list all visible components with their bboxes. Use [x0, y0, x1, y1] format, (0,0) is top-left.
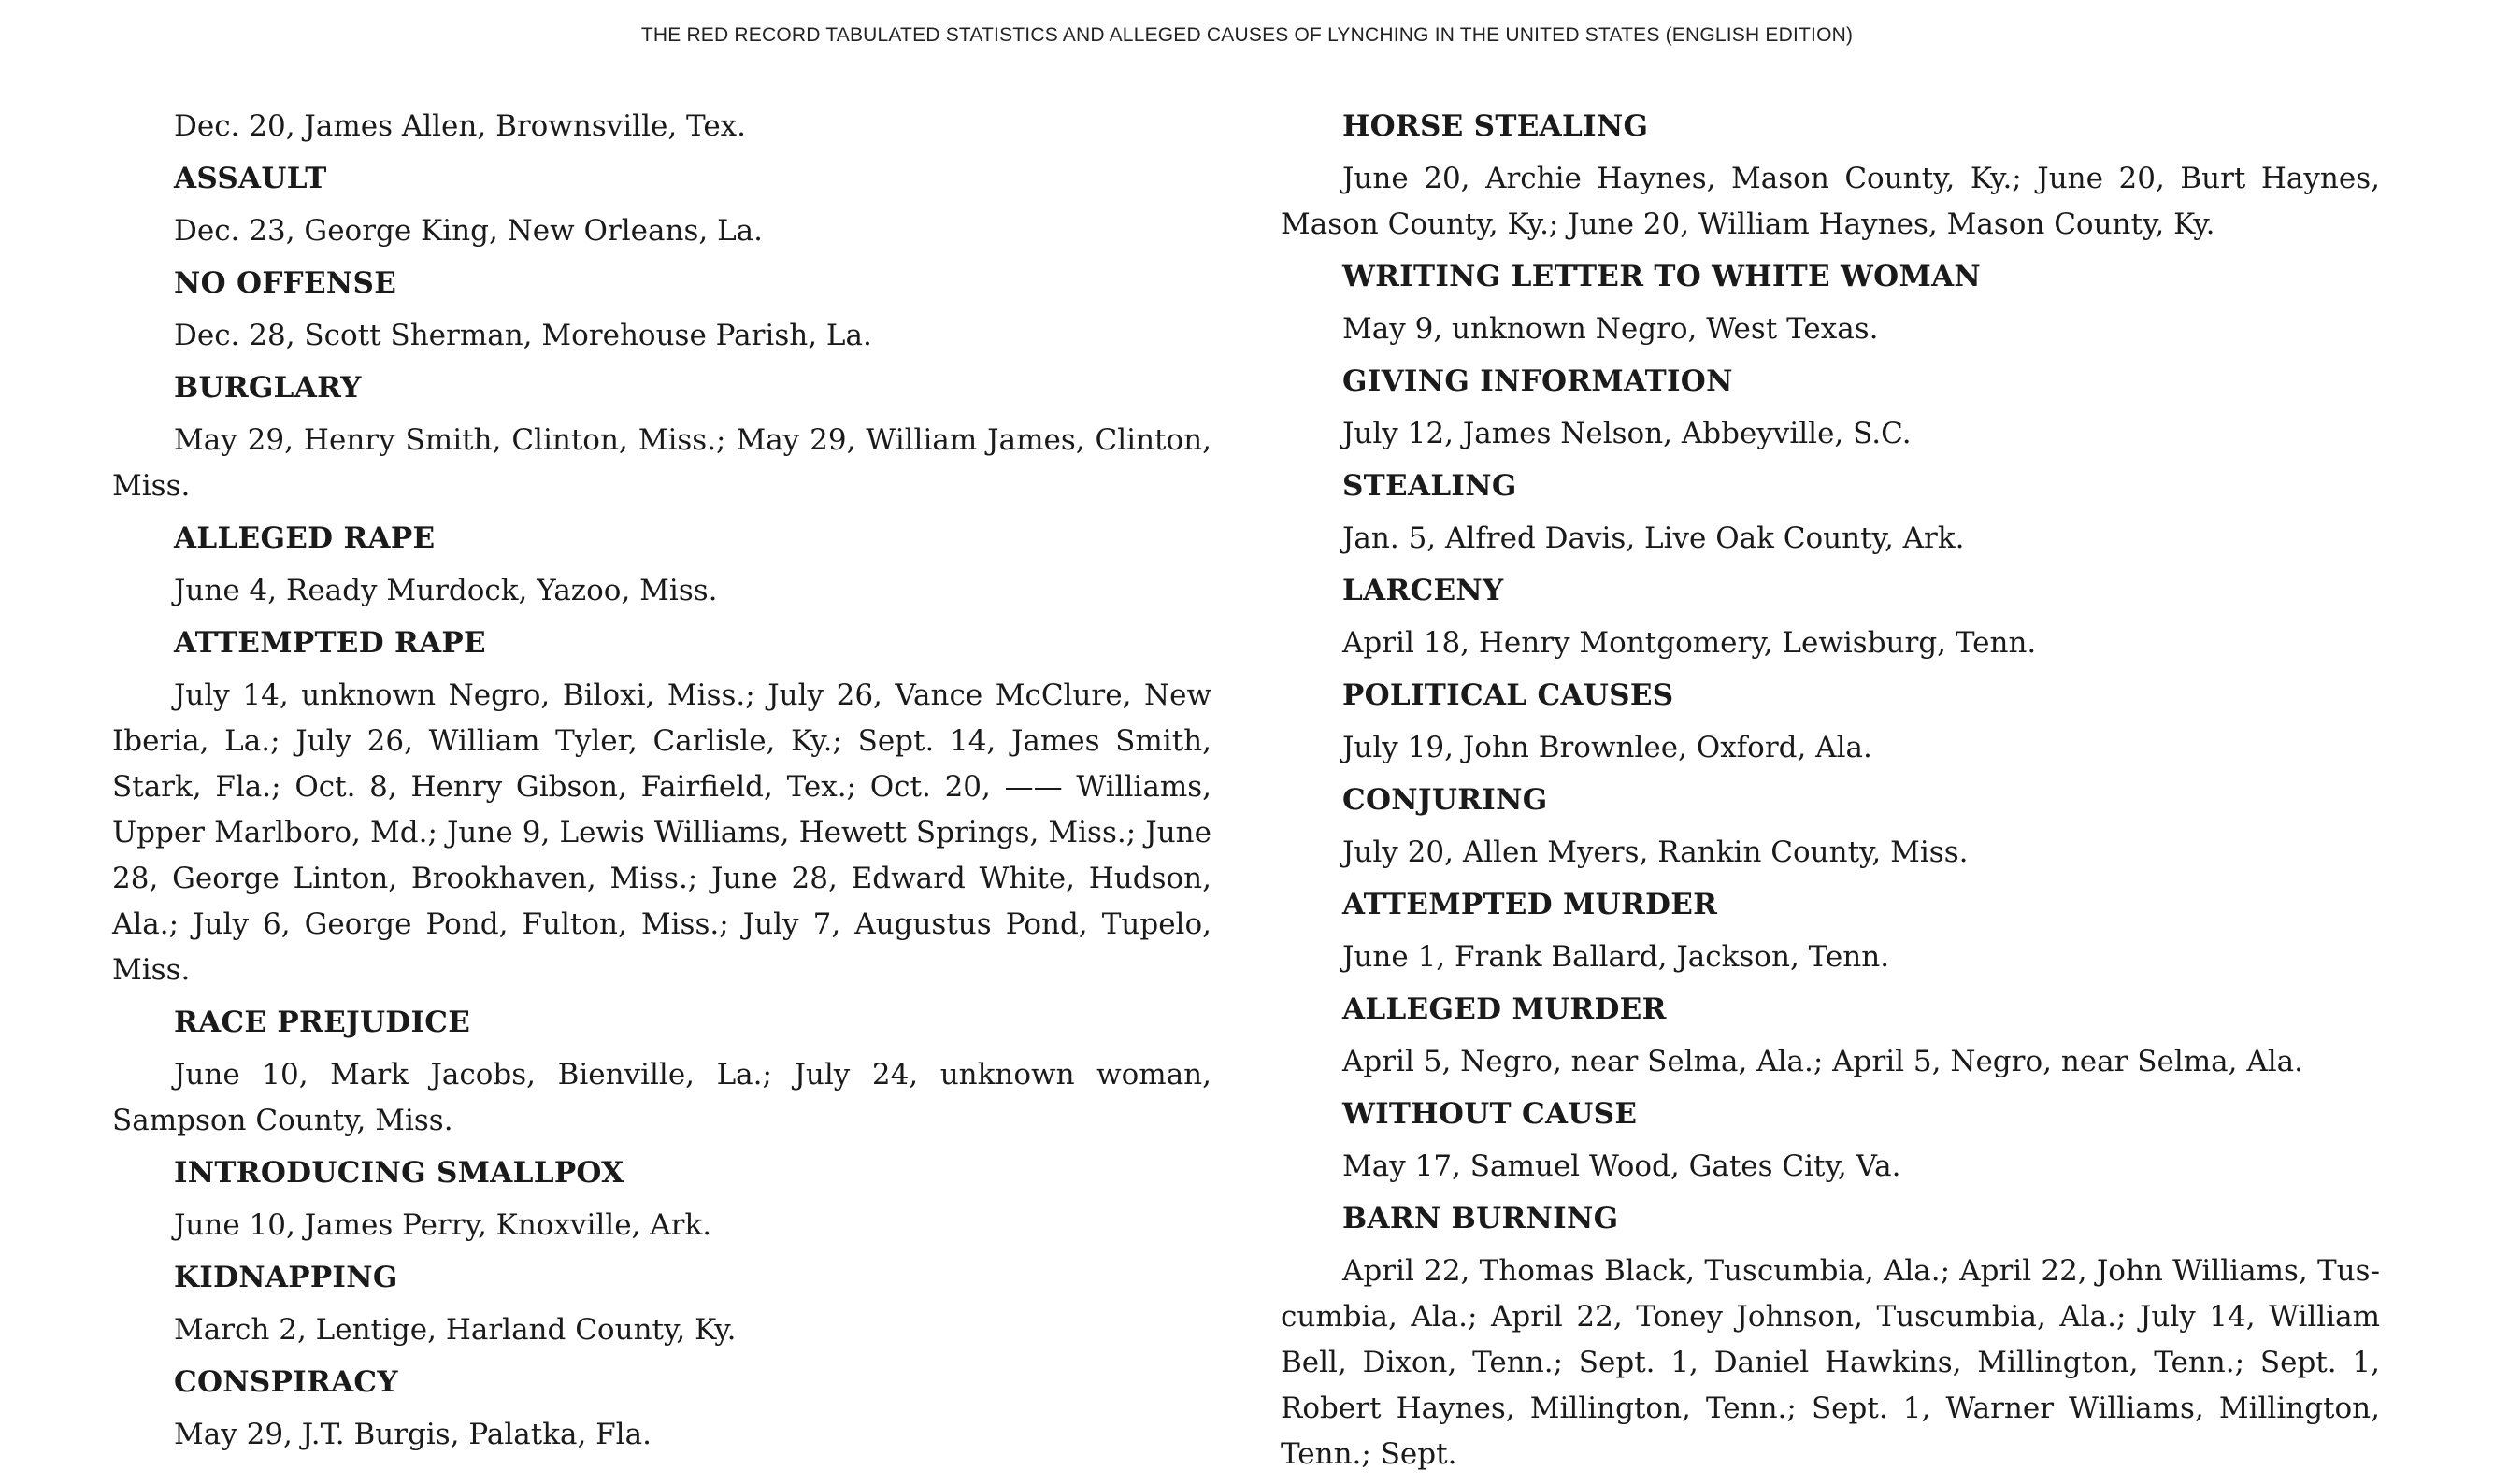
cause-heading: POLITICAL CAUSES: [1342, 678, 1674, 712]
cause-heading: BARN BURNING: [1342, 1202, 1619, 1235]
entry-text: July 20, Allen Myers, Rankin County, Miss.: [1342, 835, 1969, 869]
cause-heading: ATTEMPTED RAPE: [174, 626, 486, 660]
entry-text: July 12, James Nelson, Abbeyville, S.C.: [1342, 417, 1912, 450]
cause-heading: NO OFFENSE: [174, 266, 397, 300]
cause-heading: ASSAULT: [174, 162, 327, 195]
cause-heading: CONJURING: [1342, 783, 1548, 817]
cause-heading: ALLEGED RAPE: [174, 521, 436, 555]
cause-heading: ATTEMPTED MURDER: [1342, 888, 1718, 921]
entry-text: May 9, unknown Negro, West Texas.: [1342, 312, 1879, 346]
running-header: THE RED RECORD TABULATED STATISTICS AND ALLEGED CAUSES OF LYNCHING IN THE UNITED STATES (ENGLISH EDITION): [640, 24, 1854, 46]
entry-text: June 10, Mark Jacobs, Bienville, La.; July 24, unknown woman, Sampson County, Miss.: [112, 1058, 1211, 1137]
cause-heading: CONSPIRACY: [174, 1365, 398, 1399]
cause-heading: RACE PREJUDICE: [174, 1006, 471, 1039]
cause-heading: HORSE STEALING: [1342, 109, 1649, 143]
entry-text: April 5, Negro, near Selma, Ala.; April 5, Negro, near Selma, Ala.: [1342, 1045, 2304, 1078]
entry-text: Dec. 28, Scott Sherman, Morehouse Parish, La.: [174, 319, 872, 352]
entry-text: May 29, J.T. Burgis, Palatka, Fla.: [174, 1418, 652, 1451]
left-column: [112, 97, 1211, 1464]
entry-text: April 18, Henry Montgomery, Lewisburg, Tenn.: [1342, 626, 2037, 660]
entry-text: May 29, Henry Smith, Clinton, Miss.; May 29, William James, Clinton, Miss.: [112, 423, 1211, 503]
cause-heading: BURGLARY: [174, 371, 362, 405]
entry-text: May 17, Samuel Wood, Gates City, Va.: [1342, 1149, 1901, 1183]
entry-text: March 2, Lentige, Harland County, Ky.: [174, 1313, 737, 1347]
entry-text: Dec. 23, George King, New Orleans, La.: [174, 214, 763, 248]
entry-text: June 20, Archie Haynes, Mason County, Ky.; June 20, Burt Haynes, Mason County, Ky.; June 20, William Haynes, Mason County, Ky.: [1281, 162, 2380, 241]
cause-heading: LARCENY: [1342, 574, 1504, 607]
entry-text: June 1, Frank Ballard, Jackson, Tenn.: [1342, 940, 1890, 974]
entry-text: June 10, James Perry, Knoxville, Ark.: [174, 1208, 712, 1242]
cause-heading: GIVING INFORMATION: [1342, 364, 1733, 398]
cause-heading: WITHOUT CAUSE: [1342, 1097, 1638, 1131]
entry-text: April 22, Thomas Black, Tuscumbia, Ala.; April 22, John Williams, Tuscumbia, Ala.; April 22, Toney Johnson, Tuscumbia, Ala.; July 14, William Bell, Dixon, Tenn.; Sept. 1, Daniel Hawkins, Millington, Tenn.; Sept. 1, Robert Haynes, Millington, Tenn.; Sept. 1, Warner Williams, Millington, Tenn.; Sept.: [1281, 1254, 2380, 1471]
entry-text: July 14, unknown Negro, Biloxi, Miss.; July 26, Vance McClure, New Iberia, La.; July 26, William Tyler, Carlisle, Ky.; Sept. 14, James Smith, Stark, Fla.; Oct. 8, Henry Gibson, Fairfield, Tex.; Oct. 20, —— Williams, Upper Marlboro, Md.; June 9, Lewis Williams, Hewett Springs, Miss.; June 28, George Linton, Brookhaven, Miss.; June 28, Edward White, Hudson, Ala.; July 6, George Pond, Fulton, Miss.; July 7, Augustus Pond, Tupelo, Miss.: [112, 678, 1211, 987]
entry-text: July 19, John Brownlee, Oxford, Ala.: [1342, 731, 1872, 764]
cause-heading: INTRODUCING SMALLPOX: [174, 1156, 624, 1190]
entry-text: Jan. 5, Alfred Davis, Live Oak County, Ark.: [1342, 521, 1965, 555]
cause-heading: WRITING LETTER TO WHITE WOMAN: [1342, 260, 1982, 293]
cause-heading: STEALING: [1342, 469, 1517, 503]
right-column: [1281, 97, 2380, 1484]
cause-heading: ALLEGED MURDER: [1342, 992, 1667, 1026]
cause-heading: KIDNAPPING: [174, 1261, 398, 1294]
entry-text: June 4, Ready Murdock, Yazoo, Miss.: [174, 574, 718, 607]
entry-text: Dec. 20, James Allen, Brownsville, Tex.: [174, 109, 747, 143]
